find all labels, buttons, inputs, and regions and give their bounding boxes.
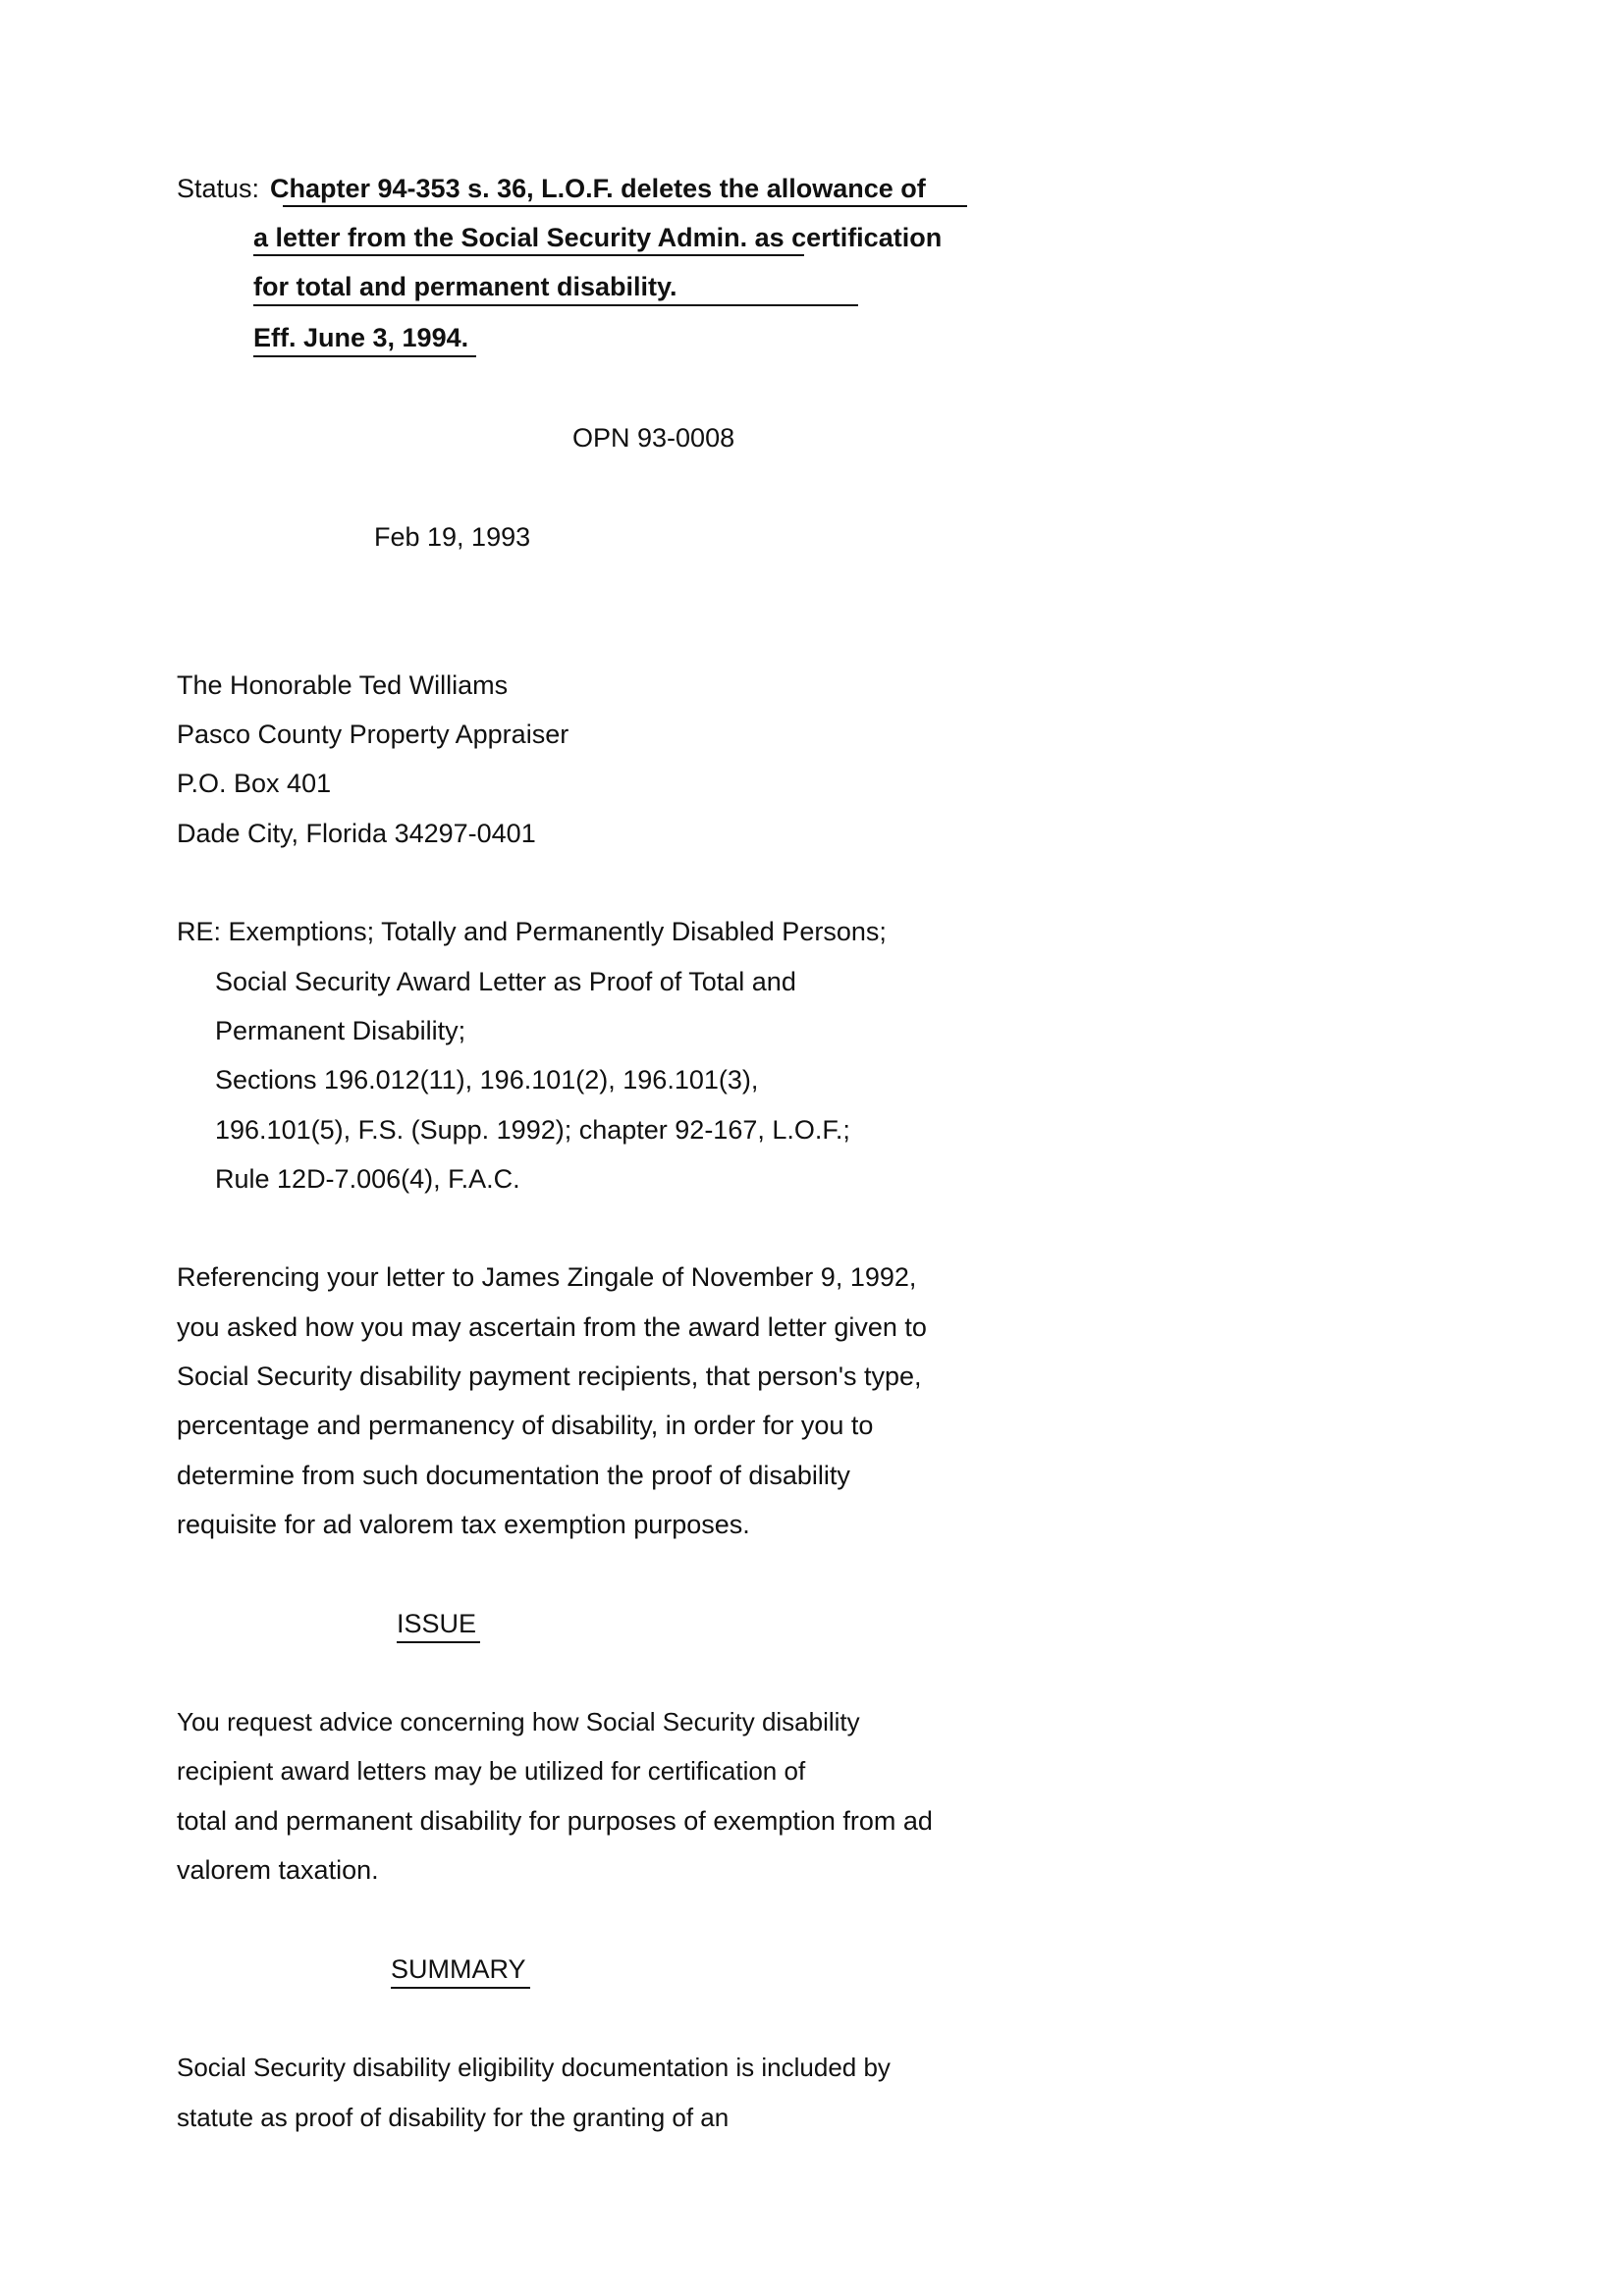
summary-heading: SUMMARY [391, 1954, 526, 1984]
issue-line-1: You request advice concerning how Social Security disability [177, 1707, 860, 1736]
summary-line-1: Social Security disability eligibility documentation is included by [177, 2053, 891, 2082]
status-underline-2 [253, 254, 804, 256]
re-line-3: Permanent Disability; [215, 1016, 466, 1045]
re-line-5: 196.101(5), F.S. (Supp. 1992); chapter 92-167, L.O.F.; [215, 1115, 850, 1145]
issue-heading-underline [397, 1641, 480, 1643]
intro-line-6: requisite for ad valorem tax exemption purposes. [177, 1510, 750, 1539]
status-underline-4 [253, 355, 476, 357]
opinion-number: OPN 93-0008 [572, 423, 735, 453]
re-line-6: Rule 12D-7.006(4), F.A.C. [215, 1164, 520, 1194]
status-label: Status: [177, 174, 260, 203]
addressee-title: Pasco County Property Appraiser [177, 720, 569, 749]
issue-heading: ISSUE [397, 1609, 477, 1638]
intro-line-4: percentage and permanency of disability, in order for you to [177, 1411, 874, 1440]
addressee-city: Dade City, Florida 34297-0401 [177, 819, 536, 848]
status-line-4: Eff. June 3, 1994. [253, 323, 469, 352]
re-line-1: RE: Exemptions; Totally and Permanently Disabled Persons; [177, 917, 887, 946]
status-line-2: a letter from the Social Security Admin. as certification [253, 223, 943, 252]
issue-line-4: valorem taxation. [177, 1855, 379, 1885]
status-underline-1 [283, 205, 967, 207]
summary-line-2: statute as proof of disability for the granting of an [177, 2103, 730, 2132]
intro-line-2: you asked how you may ascertain from the award letter given to [177, 1312, 927, 1342]
issue-line-3: total and permanent disability for purposes of exemption from ad [177, 1806, 933, 1836]
letter-date: Feb 19, 1993 [374, 522, 531, 552]
status-line-3: for total and permanent disability. [253, 272, 677, 301]
addressee-name: The Honorable Ted Williams [177, 670, 509, 700]
intro-line-5: determine from such documentation the proof of disability [177, 1461, 850, 1490]
status-underline-3 [253, 304, 858, 306]
intro-line-1: Referencing your letter to James Zingale of November 9, 1992, [177, 1262, 917, 1292]
status-line-1: Chapter 94-353 s. 36, L.O.F. deletes the allowance of [270, 174, 926, 203]
intro-line-3: Social Security disability payment recipients, that person's type, [177, 1362, 922, 1391]
summary-heading-underline [391, 1987, 530, 1989]
re-line-4: Sections 196.012(11), 196.101(2), 196.101(3), [215, 1065, 759, 1095]
addressee-po-box: P.O. Box 401 [177, 769, 332, 798]
re-line-2: Social Security Award Letter as Proof of Total and [215, 967, 796, 996]
issue-line-2: recipient award letters may be utilized for certification of [177, 1756, 806, 1786]
